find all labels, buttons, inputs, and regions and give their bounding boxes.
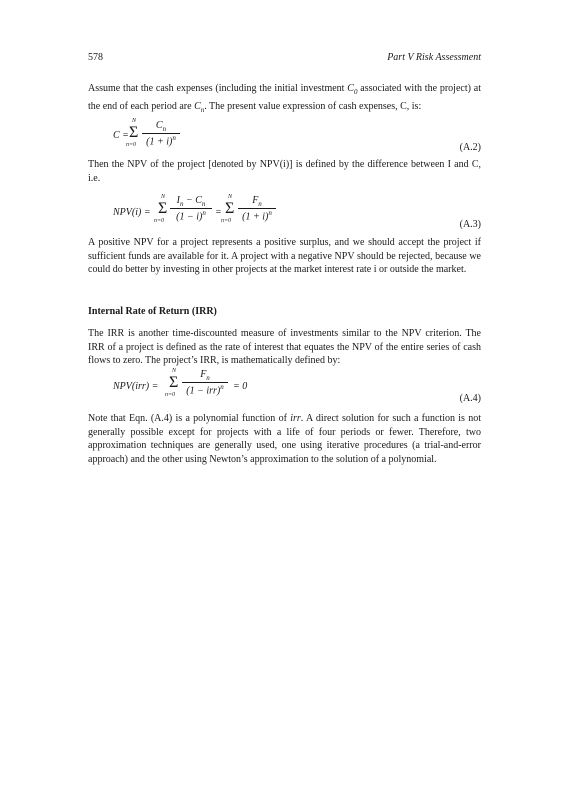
eq-a3-lower-1: n=0	[154, 218, 165, 224]
sigma-symbol: Σ	[129, 124, 139, 141]
para1-pre: Assume that the cash expenses (including the initial investment	[88, 83, 348, 94]
eq-a2-lhs: C =	[113, 130, 129, 141]
eq-a3-fraction-1: $\frac{I_n - C_n}{(1 - i)^n}$	[170, 195, 212, 222]
paragraph-cash-expenses	[88, 82, 481, 117]
equation-label-a4: (A.4)	[459, 393, 481, 404]
symbol-cn: $C_n$	[194, 100, 205, 114]
equation-label-a2: (A.2)	[459, 142, 481, 153]
sigma-symbol-1: Σ	[158, 200, 168, 217]
symbol-irr: irr	[290, 413, 301, 424]
page-number: 578	[88, 52, 103, 63]
eq-a4-rhs: = 0	[233, 381, 248, 392]
eq-a4-lhs: NPV(irr) =	[113, 381, 159, 392]
sigma-symbol: Σ	[169, 374, 179, 391]
page-header	[88, 52, 481, 66]
paragraph-irr-definition: The IRR is another time-discounted measure of investments similar to the NPV criterion. The IRR of a project is defined as the rate of interest that equates the NPV of the entire series of cash flows to zero. The project’s IRR, is mathematically defined by:	[88, 328, 481, 367]
paragraph-polynomial-note	[88, 412, 481, 467]
section-heading-irr: Internal Rate of Return (IRR)	[88, 306, 217, 317]
eq-a3-fraction-2: $\frac{F_n}{(1 + i)^n}$	[238, 195, 276, 222]
equation-label-a3: (A.3)	[459, 219, 481, 230]
eq-a4-upper: N	[172, 368, 177, 374]
eq-a2-lower: n=0	[126, 142, 137, 148]
equation-a3	[88, 195, 481, 231]
para5-post: . A direct solution for such a function is not generally possible except for projects with a life of four periods or fewer. Therefore, two approximation techniques are generally used, one using iterative procedures (a trial-and-error approach) and the other using Newton’s approximation to the solution of a polynomial.	[88, 413, 481, 466]
eq-a3-lower-2: n=0	[221, 218, 232, 224]
eq-a2-fraction: $\frac{C_n}{(1 + i)^n}$	[142, 120, 180, 147]
eq-a3-lhs: NPV(i) =	[113, 207, 151, 218]
sigma-symbol-2: Σ	[225, 200, 235, 217]
eq-a3-upper-2: N	[228, 194, 233, 200]
eq-a3-upper-1: N	[161, 194, 166, 200]
paragraph-positive-npv: A positive NPV for a project represents a positive surplus, and we should accept the project if sufficient funds are available for it. A project with a negative NPV should be rejected, because we could do better by investing in other projects at the market interest rate i or outside the market.	[88, 237, 481, 276]
equation-a2	[88, 120, 481, 154]
eq-a4-lower: n=0	[165, 392, 176, 398]
para1-mid: associated with the project) at the end of each period are	[88, 83, 481, 112]
equation-a4	[88, 369, 481, 405]
eq-a2-upper: N	[132, 118, 137, 124]
symbol-c0: $C_0$	[347, 83, 358, 96]
paragraph-npv-definition: Then the NPV of the project [denoted by NPV(i)] is defined by the difference between I and C, i.e.	[88, 159, 481, 184]
eq-a4-fraction: $F_n$ (1 − irr)$^n$	[182, 369, 228, 396]
eq-a3-equals: =	[215, 207, 222, 218]
para1-post: . The present value expression of cash expenses, C, is:	[204, 100, 422, 112]
para5-pre: Note that Eqn. (A.4) is a polynomial function of	[88, 413, 291, 424]
running-head: Part V Risk Assessment	[387, 52, 481, 63]
